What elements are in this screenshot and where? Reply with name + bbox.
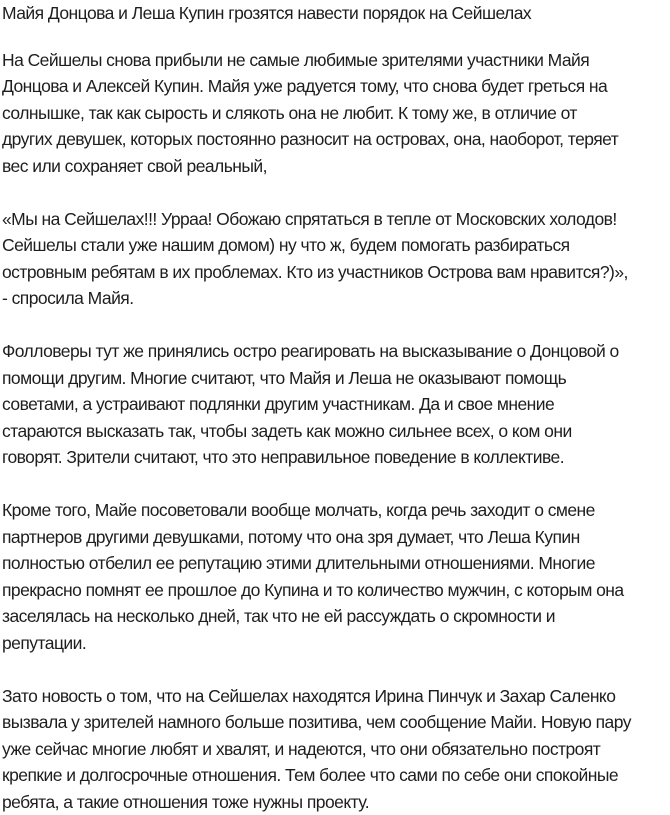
text-line: полностью отбелил ее репутацию этими длительными отношениями. Многие	[2, 550, 670, 577]
paragraph-5	[2, 683, 670, 815]
text-line: стараются высказать так, чтобы задеть как можно сильнее всех, о ком они	[2, 418, 670, 445]
text-line: заселялась на несколько дней, так что не ей рассуждать о скромности и	[2, 603, 670, 630]
text-line: вызвала у зрителей намного больше позитива, чем сообщение Майи. Новую пару	[2, 709, 670, 736]
text-line: говорят. Зрители считают, что это неправильное поведение в коллективе.	[2, 444, 670, 471]
text-line: вес или сохраняет свой реальный,	[2, 153, 670, 180]
text-line: солнышке, так как сырость и слякоть она не любит. К тому же, в отличие от	[2, 100, 670, 127]
text-line: репутации.	[2, 630, 670, 657]
text-line: Донцова и Алексей Купин. Майя уже радуется тому, что снова будет греться на	[2, 73, 670, 100]
text-line: Зато новость о том, что на Сейшелах находятся Ирина Пинчук и Захар Саленко	[2, 683, 670, 710]
text-line: прекрасно помнят ее прошлое до Купина и то количество мужчин, с которым она	[2, 577, 670, 604]
paragraph-4	[2, 497, 670, 656]
text-line: На Сейшелы снова прибыли не самые любимые зрителями участники Майя	[2, 47, 670, 74]
text-line: других девушек, которых постоянно разносит на островах, она, наоборот, теряет	[2, 126, 670, 153]
paragraph-2-quote	[2, 206, 670, 312]
text-line: Фолловеры тут же принялись остро реагировать на высказывание о Донцовой о	[2, 338, 670, 365]
paragraph-1	[2, 47, 670, 180]
text-line: крепкие и долгосрочные отношения. Тем более что сами по себе они спокойные	[2, 762, 670, 789]
text-line: - спросила Майя.	[2, 285, 670, 312]
text-line: Сейшелы стали уже нашим домом) ну что ж, будем помогать разбираться	[2, 232, 670, 259]
text-line: партнеров другими девушками, потому что она зря думает, что Леша Купин	[2, 524, 670, 551]
text-line: Кроме того, Майе посоветовали вообще молчать, когда речь заходит о смене	[2, 497, 670, 524]
text-line: островным ребятам в их проблемах. Кто из участников Острова вам нравится?)»,	[2, 259, 670, 286]
paragraph-3	[2, 338, 670, 471]
text-line: помощи другим. Многие считают, что Майя и Леша не оказывают помощь	[2, 365, 670, 392]
text-line: советами, а устраивают подлянки другим участникам. Да и свое мнение	[2, 391, 670, 418]
text-line: «Мы на Сейшелах!!! Урраа! Обожаю спрятаться в тепле от Московских холодов!	[2, 206, 670, 233]
text-line: ребята, а такие отношения тоже нужны проекту.	[2, 789, 670, 815]
text-line: уже сейчас многие любят и хвалят, и надеются, что они обязательно построят	[2, 736, 670, 763]
article-title: Майя Донцова и Леша Купин грозятся навести порядок на Сейшелах	[2, 0, 670, 27]
